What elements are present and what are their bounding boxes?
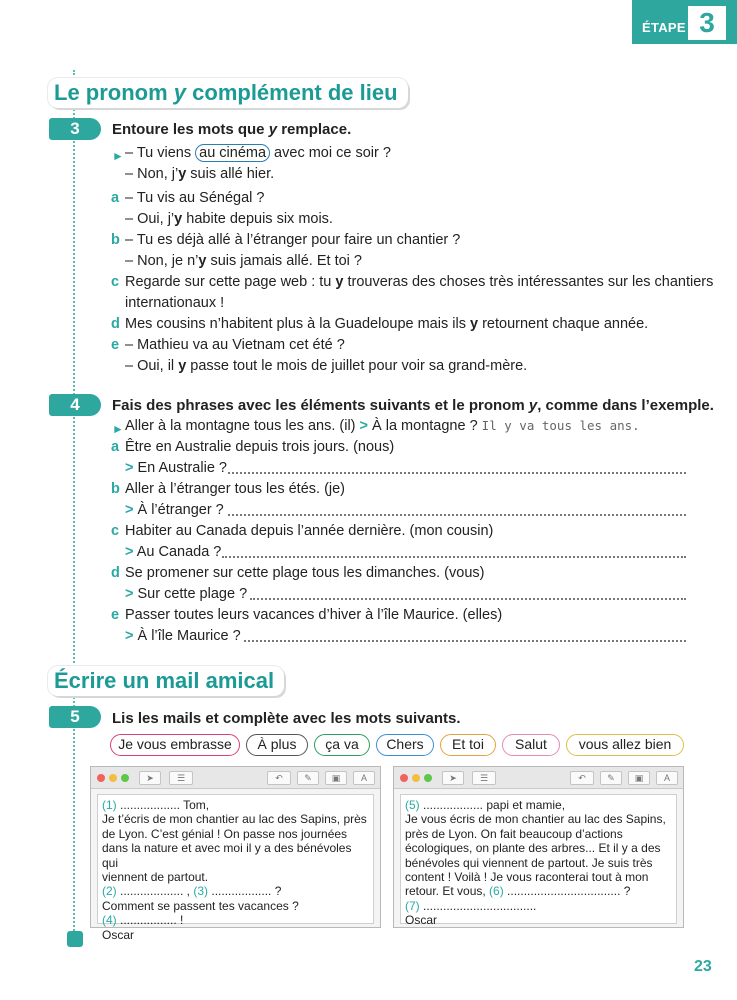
mail-line: content ! Voilà ! Je vous raconterai tout à mon (405, 870, 649, 885)
mail-toolbar (394, 767, 683, 789)
section-title-part: complément de lieu (186, 80, 398, 105)
instr-y: y (528, 397, 538, 414)
ex4-e-answer-label (125, 628, 241, 644)
text: Mes cousins n’habitent plus à la Guadeloupe mais ils (125, 316, 470, 332)
word-pill[interactable]: Je vous embrasse (110, 734, 240, 756)
left-rail (73, 70, 75, 938)
text: suis jamais allé. Et toi ? (206, 253, 362, 269)
section-title-pronom-y (48, 78, 408, 108)
text: À l’étranger ? (137, 502, 224, 518)
item-letter-c: c (111, 274, 120, 290)
item-letter-b: b (111, 481, 120, 497)
blank-number: (1) (102, 798, 117, 812)
ex3-a-line1: – Tu vis au Sénégal ? (125, 190, 265, 206)
minimize-dot-icon[interactable] (109, 774, 117, 782)
answer-line-d[interactable] (250, 598, 686, 600)
mail-window-2 (393, 766, 684, 928)
mail-line: Comment se passent tes vacances ? (102, 898, 299, 913)
y: y (178, 166, 187, 182)
ex4-b-answer-label (125, 502, 224, 518)
instr-part: Fais des phrases avec les éléments suivants et le pronom (112, 397, 529, 414)
blank-number: (6) (489, 884, 504, 899)
mail-line (405, 884, 672, 898)
send-icon[interactable]: ➤ (442, 771, 464, 785)
mail-body-1[interactable] (97, 794, 374, 942)
list-icon[interactable]: ☰ (169, 771, 193, 785)
handwritten-answer: Il y va tous les ans. (481, 418, 640, 433)
text: retournent chaque année. (478, 316, 649, 332)
word-pill[interactable]: Salut (502, 734, 560, 756)
item-letter-b: b (111, 232, 120, 248)
blank-number: (5) (405, 798, 420, 812)
y: y (198, 253, 207, 269)
rail-end-square (67, 931, 83, 947)
arrow-gt: > (125, 544, 134, 560)
ex4-b-prompt: Aller à l’étranger tous les étés. (je) (125, 481, 346, 497)
ex4-a-prompt: Être en Australie depuis trois jours. (nous) (125, 439, 395, 455)
item-letter-a: a (111, 190, 120, 206)
text: habite depuis six mois. (182, 211, 333, 227)
blank-number: (2) (102, 884, 117, 899)
mail-line (405, 798, 672, 812)
item-letter-c: c (111, 523, 120, 539)
section-title-y: y (173, 80, 187, 105)
answer-line-b[interactable] (228, 514, 686, 516)
photo-icon[interactable]: ▣ (325, 771, 347, 785)
text: suis allé hier. (186, 166, 275, 182)
text: Regarde sur cette page web : tu (125, 274, 336, 290)
mail-toolbar (91, 767, 380, 789)
mail-line: Oscar (102, 927, 135, 942)
ex3-example-line2 (125, 166, 274, 182)
blank-number: (4) (102, 913, 117, 928)
example-arrow-icon: ► (112, 422, 124, 436)
instr-part: Entoure les mots que (112, 121, 269, 138)
mail-line: dans la nature et avec moi il y a des bénévoles qui (102, 841, 352, 870)
photo-icon[interactable]: ▣ (628, 771, 650, 785)
ex3-e-line2 (125, 358, 527, 374)
etape-label: ÉTAPE (642, 20, 686, 35)
mail-line: viennent de partout. (102, 870, 209, 885)
word-pill[interactable]: ça va (314, 734, 370, 756)
ex3-a-line2 (125, 211, 333, 227)
word-pill[interactable]: À plus (246, 734, 308, 756)
arrow-gt: > (125, 628, 134, 644)
text: Sur cette plage ? (137, 586, 248, 602)
ex4-d-prompt: Se promener sur cette plage tous les dimanches. (vous) (125, 565, 485, 581)
text: trouveras des choses très intéressantes sur les chantiers (343, 274, 714, 290)
mail-line (102, 913, 369, 927)
item-letter-e: e (111, 607, 120, 623)
mail-body-2[interactable] (400, 794, 677, 928)
text: ................... , (116, 884, 194, 899)
list-icon[interactable]: ☰ (472, 771, 496, 785)
exercise-5-badge: 5 (49, 706, 101, 728)
mail-line: Je vous écris de mon chantier au lac des Sapins, (405, 812, 666, 827)
text: .................................. ? (503, 884, 631, 899)
y: y (178, 358, 187, 374)
reply-icon[interactable]: ↶ (267, 771, 291, 785)
text: .................. papi et mamie, (419, 798, 566, 812)
mail-line: Je t’écris de mon chantier au lac des Sapins, près (102, 812, 367, 827)
ex3-b-line1: – Tu es déjà allé à l’étranger pour faire un chantier ? (125, 232, 461, 248)
ex3-b-line2 (125, 253, 362, 269)
close-dot-icon[interactable] (400, 774, 408, 782)
arrow-gt: > (125, 460, 134, 476)
maximize-dot-icon[interactable] (424, 774, 432, 782)
exercise-5-instruction: Lis les mails et complète avec les mots suivants. (112, 710, 461, 727)
y: y (335, 274, 344, 290)
etape-tab (632, 0, 737, 44)
text: – Oui, j’ (125, 211, 175, 227)
blank-number: (7) (405, 898, 420, 913)
text: Au Canada ? (136, 544, 222, 560)
item-letter-d: d (111, 316, 120, 332)
font-button[interactable]: A (656, 771, 678, 785)
reply-icon[interactable]: ↶ (570, 771, 594, 785)
ex3-c-line2: internationaux ! (125, 295, 225, 311)
attach-icon[interactable]: ✎ (297, 771, 319, 785)
close-dot-icon[interactable] (97, 774, 105, 782)
send-icon[interactable]: ➤ (139, 771, 161, 785)
instr-y: y (268, 121, 278, 138)
text: – Tu viens (125, 145, 196, 161)
y: y (469, 316, 479, 332)
font-button[interactable]: A (353, 771, 375, 785)
text: .................. Tom, (116, 798, 210, 812)
text: .................. ? (208, 884, 282, 899)
text: .................................. (419, 898, 537, 913)
arrow-gt: > (125, 586, 134, 602)
ex4-c-prompt: Habiter au Canada depuis l’année dernière. (mon cousin) (125, 523, 494, 539)
y: y (174, 211, 183, 227)
instr-part: , comme dans l’exemple. (537, 397, 714, 414)
answer-line-e[interactable] (244, 640, 686, 642)
ex4-e-prompt: Passer toutes leurs vacances d’hiver à l’île Maurice. (elles) (125, 607, 503, 623)
ex4-a-answer-label (125, 460, 227, 476)
page-number: 23 (694, 958, 712, 975)
text: – Non, je n’ (125, 253, 199, 269)
text: – Oui, il (125, 358, 179, 374)
instr-part: remplace. (277, 121, 352, 138)
text: À l’île Maurice ? (137, 628, 241, 644)
text: À la montagne ? (372, 418, 482, 434)
item-letter-a: a (111, 439, 120, 455)
text: avec moi ce soir ? (270, 145, 391, 161)
word-pill[interactable]: vous allez bien (566, 734, 684, 756)
example-arrow-icon: ► (112, 149, 124, 163)
mail-line: bénévoles qui viennent de partout. Je suis très (405, 855, 653, 870)
section-title-mail: Écrire un mail amical (48, 666, 284, 696)
text: passe tout le mois de juillet pour voir sa grand-mère. (186, 358, 528, 374)
ex3-d-line1 (125, 316, 648, 332)
item-letter-d: d (111, 565, 120, 581)
ex3-example-line1 (125, 145, 391, 161)
exercise-3-instruction (112, 121, 351, 138)
mail-window-1 (90, 766, 381, 942)
ex4-c-answer-label (125, 544, 221, 560)
mail-line (405, 899, 672, 913)
ex3-e-line1: – Mathieu va au Vietnam cet été ? (125, 337, 345, 353)
attach-icon[interactable]: ✎ (600, 771, 622, 785)
text: retour. Et vous, (405, 884, 490, 899)
answer-line-c[interactable] (222, 556, 686, 558)
text: ................. ! (116, 913, 184, 928)
ex4-d-answer-label (125, 586, 247, 602)
mail-line: près de Lyon. On fait beaucoup d’actions (405, 826, 623, 841)
mail-line (102, 798, 369, 812)
blank-number: (3) (193, 884, 209, 899)
ex4-example (125, 418, 640, 434)
circled-answer: au cinéma (195, 144, 270, 162)
word-pill[interactable]: Et toi (440, 734, 496, 756)
section-title-part: Le pronom (54, 80, 174, 105)
exercise-3-badge: 3 (49, 118, 101, 140)
exercise-4-instruction (112, 397, 714, 414)
text: En Australie ? (137, 460, 227, 476)
text: Aller à la montagne tous les ans. (il) (125, 418, 360, 434)
mail-line: de Lyon. C’est génial ! On passe nos journées (102, 826, 348, 841)
item-letter-e: e (111, 337, 120, 353)
answer-line-a[interactable] (228, 472, 686, 474)
maximize-dot-icon[interactable] (121, 774, 129, 782)
mail-line (102, 884, 369, 898)
arrow-gt: > (359, 418, 368, 434)
mail-line: écologiques, on plante des arbres... Et il y a des (405, 841, 661, 856)
etape-number: 3 (688, 6, 726, 40)
word-pill[interactable]: Chers (376, 734, 434, 756)
text: – Non, j’ (125, 166, 179, 182)
exercise-4-badge: 4 (49, 394, 101, 416)
minimize-dot-icon[interactable] (412, 774, 420, 782)
mail-line: Oscar (405, 913, 438, 928)
ex3-c-line1 (125, 274, 713, 290)
arrow-gt: > (125, 502, 134, 518)
